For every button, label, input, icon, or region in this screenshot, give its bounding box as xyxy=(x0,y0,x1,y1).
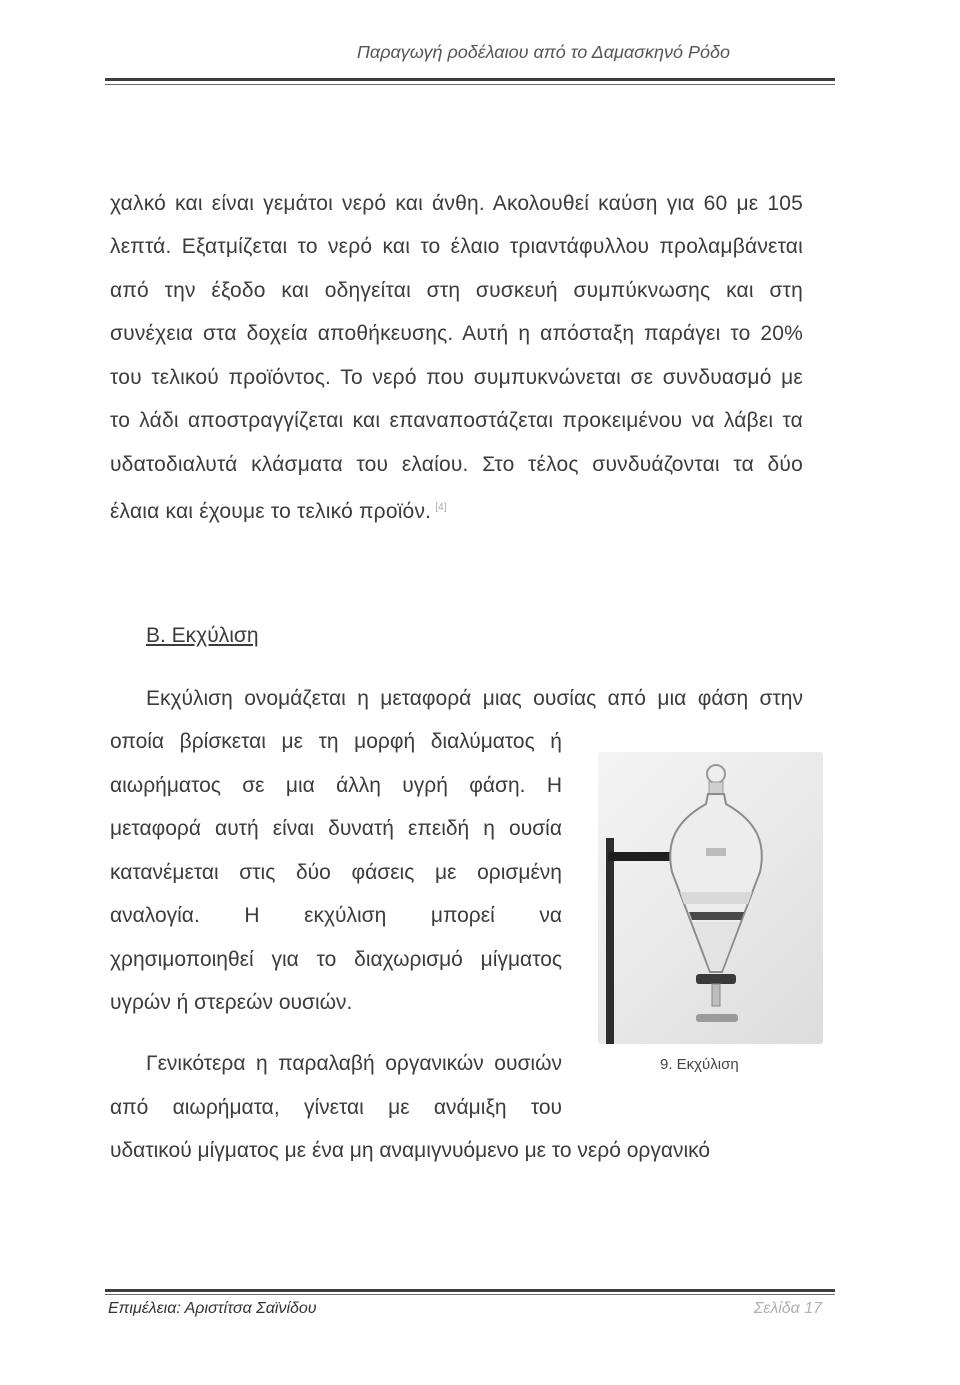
text-line-content: έλαια και έχουμε το τελικό προϊόν. xyxy=(110,500,432,523)
figure-caption: 9. Εκχύλιση xyxy=(660,1056,739,1073)
text-line: κατανέμεται στις δύο φάσεις με ορισμένη xyxy=(110,861,562,884)
footer-author: Επιμέλεια: Αριστίτσα Σαϊνίδου xyxy=(108,1300,317,1317)
separatory-funnel-icon xyxy=(598,752,823,1044)
text-line: λεπτά. Εξατμίζεται το νερό και το έλαιο τριαντάφυλλου προλαμβάνεται xyxy=(110,235,803,258)
text-line: αιωρήματος σε μια άλλη υγρή φάση. Η xyxy=(110,774,562,797)
text-line: Εκχύλιση ονομάζεται η μεταφορά μιας ουσίας από μια φάση στην xyxy=(146,687,803,710)
text-line: Γενικότερα η παραλαβή οργανικών ουσιών xyxy=(146,1052,562,1075)
text-line: υδατικού μίγματος με ένα μη αναμιγνυόμενο με το νερό οργανικό xyxy=(110,1139,711,1162)
text-line: χαλκό και είναι γεμάτοι νερό και άνθη. Ακολουθεί καύση για 60 με 105 xyxy=(110,192,803,215)
header-rule-thin xyxy=(105,84,835,85)
footer-rule xyxy=(105,1289,835,1292)
text-line: υγρών ή στερεών ουσιών. xyxy=(110,991,353,1014)
text-line: μεταφορά αυτή είναι δυνατή επειδή η ουσία xyxy=(110,817,562,840)
running-header-title: Παραγωγή ροδέλαιου από το Δαμασκηνό Ρόδο xyxy=(356,42,730,62)
footer-rule-thin xyxy=(105,1294,835,1295)
text-line-last xyxy=(110,494,447,526)
text-line: χρησιμοποιηθεί για το διαχωρισμό μίγματος xyxy=(110,948,562,971)
citation-reference: [4] xyxy=(435,502,447,513)
text-line: από την έξοδο και οδηγείται στη συσκευή συμπύκνωσης και στη xyxy=(110,279,803,302)
section-heading: Β. Εκχύλιση xyxy=(146,624,259,647)
text-line: του τελικού προϊόντος. Το νερό που συμπυκνώνεται σε συνδυασμό με xyxy=(110,366,803,389)
text-line: οποία βρίσκεται με τη μορφή διαλύματος ή xyxy=(110,730,562,753)
text-line: από αιωρήματα, γίνεται με ανάμιξη του xyxy=(110,1096,562,1119)
separatory-funnel-image xyxy=(598,752,823,1044)
text-line: αναλογία. Η εκχύλιση μπορεί να xyxy=(110,904,562,927)
text-line: υδατοδιαλυτά κλάσματα του ελαίου. Στο τέλος συνδυάζονται τα δύο xyxy=(110,453,803,476)
header-rule xyxy=(105,78,835,81)
page-number: Σελίδα 17 xyxy=(753,1300,822,1317)
text-line: το λάδι αποστραγγίζεται και επαναποστάζεται προκειμένου να λάβει τα xyxy=(110,409,803,432)
text-line: συνέχεια στα δοχεία αποθήκευσης. Αυτή η απόσταξη παράγει το 20% xyxy=(110,322,803,345)
